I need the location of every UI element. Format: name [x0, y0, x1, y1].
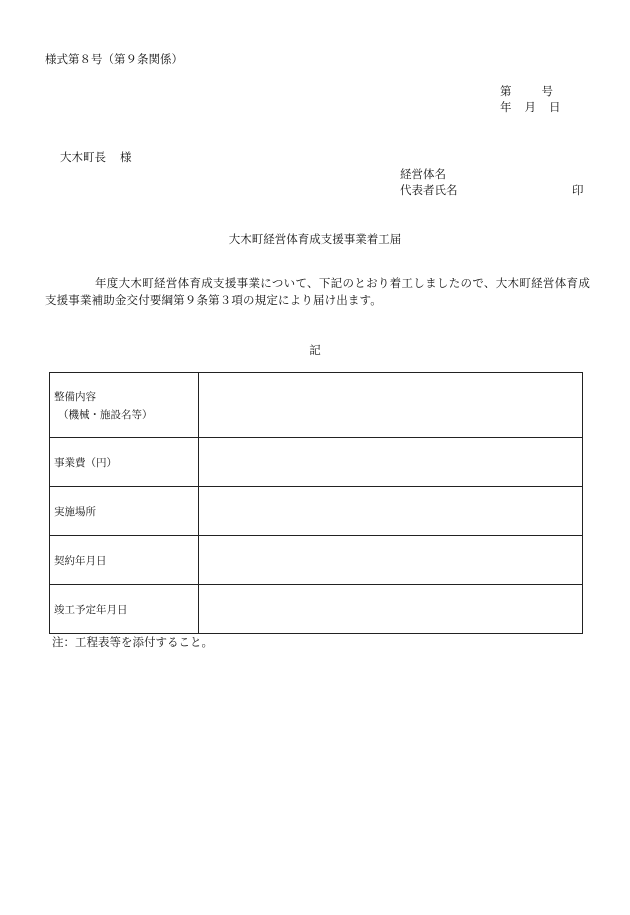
number-prefix: 第 [500, 84, 512, 98]
row-label-maintenance [50, 373, 199, 438]
row-label-completion-date: 竣工予定年月日 [50, 585, 199, 634]
addressee-name: 大木町長 [60, 150, 106, 164]
detail-table [49, 372, 583, 634]
footnote: 注：工程表等を添付すること。 [52, 635, 213, 649]
row-value-contract-date[interactable] [199, 536, 583, 585]
table-row [50, 373, 583, 438]
document-date-line [500, 99, 561, 115]
body-paragraph: 年度大木町経営体育成支援事業について、下記のとおり着工しましたので、大木町経営体育成支援事業補助金交付要綱第９条第３項の規定により届け出ます。 [45, 276, 590, 307]
document-title: 大木町経営体育成支援事業着工届 [228, 232, 402, 246]
date-year: 年 [500, 100, 512, 114]
table-row [50, 585, 583, 634]
row-value-completion-date[interactable] [199, 585, 583, 634]
row-label-text: 整備内容 [54, 390, 96, 403]
row-value-maintenance[interactable] [199, 373, 583, 438]
row-label-contract-date: 契約年月日 [50, 536, 199, 585]
number-suffix: 号 [541, 84, 553, 98]
seal-mark: 印 [572, 183, 584, 197]
date-day: 日 [549, 100, 561, 114]
table-row [50, 438, 583, 487]
date-month: 月 [524, 100, 536, 114]
addressee [60, 149, 132, 165]
organization-name-label: 経営体名 [400, 167, 446, 181]
ki-heading: 記 [309, 343, 321, 357]
document-number-line [500, 83, 553, 99]
representative-name-label: 代表者氏名 [400, 183, 458, 197]
row-label-cost: 事業費（円） [50, 438, 199, 487]
row-value-cost[interactable] [199, 438, 583, 487]
row-value-location[interactable] [199, 487, 583, 536]
row-label-location: 実施場所 [50, 487, 199, 536]
addressee-honorific: 様 [120, 150, 132, 164]
table-row [50, 536, 583, 585]
table-row [50, 487, 583, 536]
row-sublabel-text: （機械・施設名等） [58, 408, 153, 421]
form-number: 様式第８号（第９条関係） [45, 52, 183, 66]
